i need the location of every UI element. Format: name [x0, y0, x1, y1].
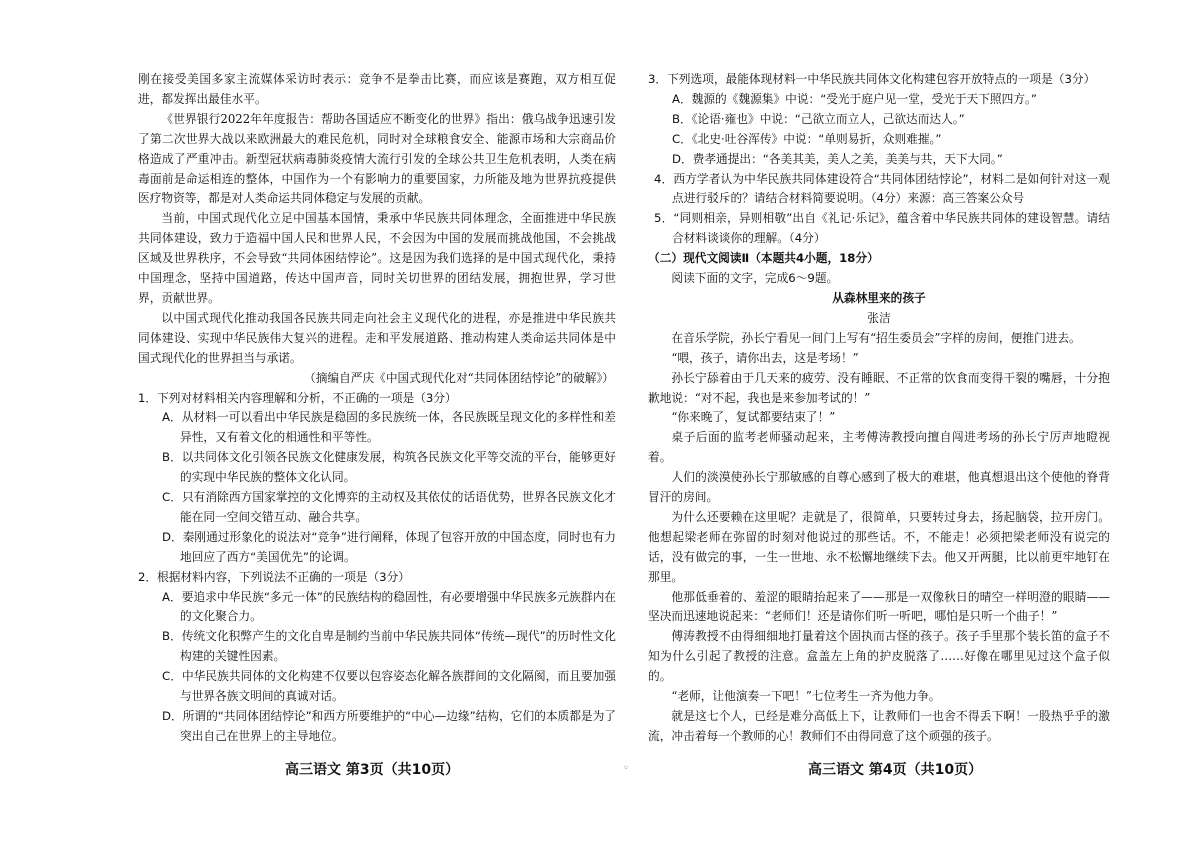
question-stem: 2．根据材料内容，下列说法不正确的一项是（3分） — [138, 569, 410, 584]
story-paragraph: “喂，孩子，请你出去，这是考场！” — [671, 350, 859, 365]
question-4: 4．西方学者认为中华民族共同体建设符合“共同体团结悖论”，材料二是如何针对这一观点进行驳斥的？请结合材料简要说明。（4分）来源：高三答案公众号 — [654, 171, 1110, 206]
section-instruction: 阅读下面的文字，完成6～9题。 — [671, 271, 839, 286]
question-3 — [648, 70, 1110, 170]
option-a: A．要追求中华民族“多元一体”的民族结构的稳固性，有必要增强中华民族多元族群内在的文化聚合力。 — [162, 589, 616, 624]
passage-paragraph: 刚在接受美国多家主流媒体采访时表示：竞争不是拳击比赛，而应该是赛跑，双方相互促进，都发挥出最佳水平。 — [138, 72, 616, 106]
story-paragraph: “老师，让他演奏一下吧！”七位考生一齐为他力争。 — [671, 689, 941, 704]
story-paragraph: 为什么还要赖在这里呢？走就是了，很简单，只要转过身去，扬起脑袋，拉开房门。他想起梁老师在弥留的时刻对他说过的那些话。不，不能走！必须把梁老师没有说完的话，没有做完的事，一生一世地、永不松懈地继续下去。他又开两腿，比以前更牢地钉在那里。 — [648, 509, 1110, 584]
option-b: B．传统文化积弊产生的文化自卑是制约当前中华民族共同体“传统—现代”的历时性文化构建的关键性因素。 — [162, 629, 616, 664]
question-stem: 1．下列对材料相关内容理解和分析，不正确的一项是（3分） — [138, 390, 457, 405]
passage-paragraph: 当前，中国式现代化立足中国基本国情，秉承中华民族共同体理念，全面推进中华民族共同体建设，致力于造福中国人民和世界人民，不会因为中国的发展而挑战他国，不会挑战区域及世界秩序，不会导致“共同体困结悖论”。这是因为我们选择的是中国式现代化，秉持中国理念，坚持中国道路，传达中国声音，同时关切世界的团结发展，拥抱世界，学习世界，贡献世界。 — [138, 211, 616, 305]
question-5: 5．“同则相亲，异则相敬”出自《礼记·乐记》，蕴含着中华民族共同体的建设智慧。请结合材料谈谈你的理解。（4分） — [654, 211, 1110, 246]
passage-paragraph: 《世界银行2022年年度报告：帮助各国适应不断变化的世界》指出：俄乌战争迅速引发了第二次世界大战以来欧洲最大的难民危机，同时对全球粮食安全、能源市场和大宗商品价格造成了严重冲击。新型冠状病毒肺炎疫情大流行引发的全球公共卫生危机表明，人类在病毒面前是命运相连的整体，中国作为一个有影响力的重要国家，力所能及地为世界抗疫提供医疗物资等，都是对人类命运共同体稳定与发展的贡献。 — [138, 111, 616, 206]
story-paragraph: 孙长宁舔着由于几天来的疲劳、没有睡眠、不正常的饮食而变得干裂的嘴唇，十分抱歉地说：“对不起，我也是来参加考试的！” — [648, 370, 1110, 405]
section-heading: （二）现代文阅读Ⅱ（本题共4小题，18分） — [648, 251, 879, 266]
option-c: C．《北史·吐谷浑传》中说：“单则易折，众则难摧。” — [672, 131, 942, 146]
story-paragraph: 傅涛教授不由得细细地打量着这个固执而古怪的孩子。孩子手里那个装长笛的盒子不知为什么引起了教授的注意。盒盖左上角的护皮脱落了……好像在哪里见过这个盒子似的。 — [648, 629, 1110, 684]
story-title: 从森林里来的孩子 — [832, 290, 926, 305]
option-b: B．《论语·雍也》中说：“己欲立而立人，己欲达而达人。” — [672, 111, 965, 126]
passage-source: （摘编自严庆《中国式现代化对“共同体团结悖论”的破解》） — [304, 370, 614, 385]
option-a: A．魏源的《魏源集》中说：“受光于庭户见一堂，受光于天下照四方。” — [672, 91, 1037, 106]
story-paragraph: “你来晚了，复试都要结束了！” — [671, 410, 836, 425]
right-page-column — [648, 70, 1110, 747]
left-page-column — [138, 70, 616, 747]
option-c: C．只有消除西方国家掌控的文化博弈的主动权及其依仗的话语优势，世界各民族文化才能在同一空间交错互动、融合共享。 — [162, 490, 616, 524]
option-d: D．费孝通提出：“各美其美，美人之美，美美与共，天下大同。” — [672, 151, 1003, 166]
option-c: C．中华民族共同体的文化构建不仅要以包容姿态化解各族群间的文化隔阂，而且要加强与世界各族文明间的真诚对话。 — [162, 669, 616, 704]
passage-paragraph: 以中国式现代化推动我国各民族共同走向社会主义现代化的进程，亦是推进中华民族共同体建设、实现中华民族伟大复兴的进程。走和平发展道路、推动构建人类命运共同体是中国式现代化的世界担当与承诺。 — [138, 310, 616, 365]
page-footer-left: 高三语文 第3页（共10页） — [285, 762, 460, 778]
option-b: B．以共同体文化引领各民族文化健康发展，构筑各民族文化平等交流的平台，能够更好的实现中华民族的整体文化认同。 — [162, 450, 616, 485]
option-d: D．秦刚通过形象化的说法对“竞争”进行阐释，体现了包容开放的中国态度，同时也有力地回应了西方“美国优先”的论调。 — [162, 529, 616, 564]
story-paragraph: 在音乐学院，孙长宁看见一间门上写有“招生委员会”字样的房间，便推门进去。 — [671, 330, 1081, 345]
question-2 — [138, 568, 616, 747]
option-a: A．从材料一可以看出中华民族是稳固的多民族统一体，各民族既呈现文化的多样性和差异性，又有着文化的相通性和平等性。 — [162, 410, 616, 445]
option-d: D．所谓的“共同体团结悖论”和西方所要维护的“中心—边缘”结构，它们的本质都是为了突出自己在世界上的主导地位。 — [162, 709, 616, 743]
story-paragraph: 他那低垂着的、羞涩的眼睛抬起来了——那是一双像秋日的晴空一样明澄的眼睛——坚决而迅速地说起来：“老师们！还是请你们听一听吧，哪怕是只听一个曲子！” — [648, 589, 1110, 624]
story-paragraph: 就是这七个人，已经是难分高低上下，让教师们一也舍不得丢下啊！一股热乎乎的激流，冲击着每一个教师的心！教师们不由得同意了这个顽强的孩子。 — [648, 709, 1110, 743]
page-footer-right: 高三语文 第4页（共10页） — [808, 762, 983, 778]
fold-mark: ◦ — [623, 763, 629, 774]
question-stem: 3．下列选项，最能体现材料一中华民族共同体文化构建包容开放特点的一项是（3分） — [648, 72, 1096, 86]
story-paragraph: 人们的淡漠使孙长宁那敏感的自尊心感到了极大的难堪，他真想退出这个使他的脊背冒汗的房间。 — [648, 470, 1110, 505]
question-1 — [138, 389, 616, 568]
story-author: 张洁 — [867, 310, 891, 325]
story-paragraph: 桌子后面的监考老师骚动起来，主考傅涛教授向擅自闯进考场的孙长宁厉声地瞪视着。 — [648, 430, 1110, 465]
